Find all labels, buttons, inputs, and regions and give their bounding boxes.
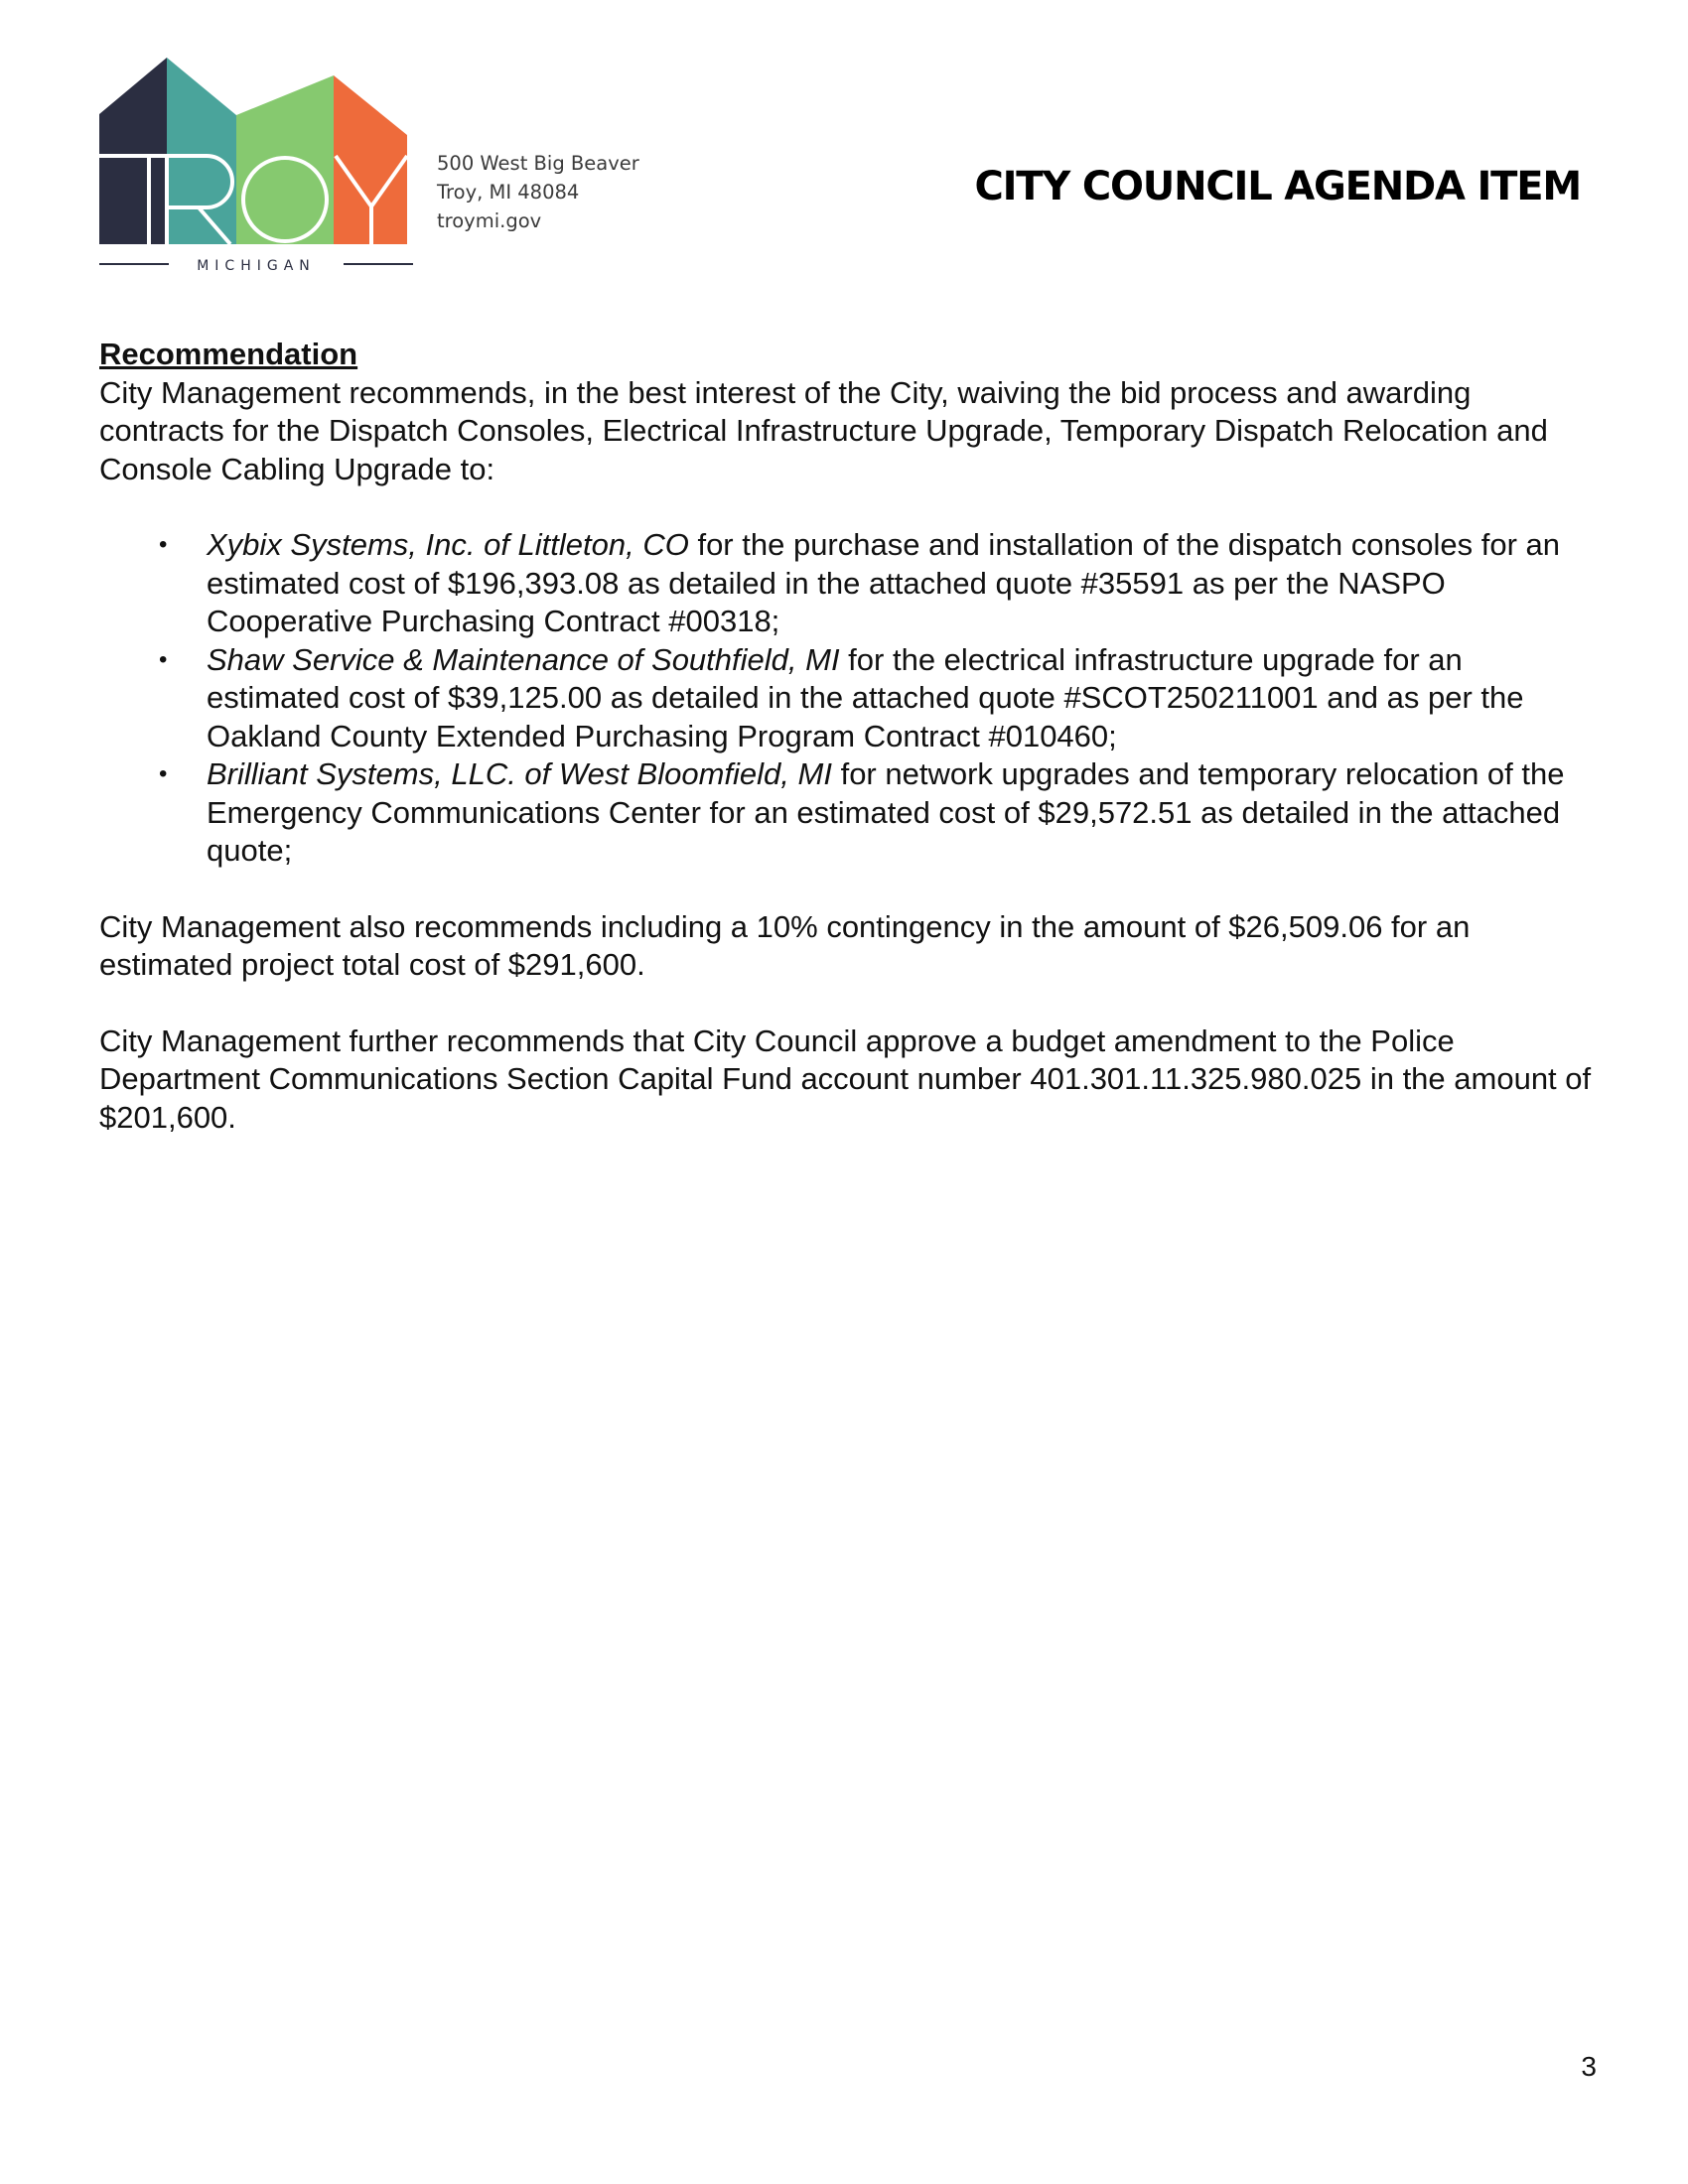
vendor-name: Xybix Systems, Inc. of Littleton, CO (207, 527, 689, 562)
vendor-details: for the electrical infrastructure upgrade for an estimated cost of $39,125.00 as detailed in the attached quote #SCOT250211001 and as per the Oakland County Extended Purchasing Program Contract #010460; (207, 641, 1524, 753)
address-street: 500 West Big Beaver (437, 152, 639, 175)
vendor-details: for network upgrades and temporary relocation of the Emergency Communications Center for an estimated cost of $29,572.51 as detailed in the attached quote; (207, 756, 1565, 868)
recommendation-heading: Recommendation (99, 337, 358, 371)
list-item (99, 526, 1599, 641)
bullet-icon: • (159, 760, 168, 787)
document-body (99, 336, 1599, 1137)
list-item (99, 641, 1599, 756)
vendor-details: for the purchase and installation of the dispatch consoles for an estimated cost of $196,393.08 as detailed in the attached quote #35591 as per the NASPO Cooperative Purchasing Contract #00318; (207, 527, 1561, 638)
address-city: Troy, MI 48084 (437, 181, 580, 204)
logo-navy-house (99, 58, 167, 244)
bullet-icon: • (159, 531, 168, 558)
troy-michigan-logo (99, 58, 413, 274)
list-item (99, 755, 1599, 871)
logo-teal-house (167, 58, 236, 244)
budget-amendment-paragraph: City Management further recommends that City Council approve a budget amendment to the Police Department Communications Section Capital Fund account number 401.301.11.325.980.025 in the amount of $201,600. (99, 1023, 1592, 1135)
page-number: 3 (1581, 2051, 1597, 2082)
paragraph-spacer (99, 985, 1599, 1023)
logo-subtitle: MICHIGAN (197, 258, 316, 274)
vendor-name: Shaw Service & Maintenance of Southfield, MI (207, 641, 840, 677)
intro-paragraph: City Management recommends, in the best interest of the City, waiving the bid process and awarding contracts for the Dispatch Consoles, Electrical Infrastructure Upgrade, Temporary Dispatch Relocation and Console Cabling Upgrade to: (99, 374, 1548, 486)
address-block (437, 149, 639, 235)
contingency-paragraph: City Management also recommends including a 10% contingency in the amount of $26,509.06 for an estimated project total cost of $291,600. (99, 908, 1471, 982)
vendor-name: Brilliant Systems, LLC. of West Bloomfield, MI (207, 756, 832, 791)
bullet-icon: • (159, 645, 168, 673)
agenda-title: CITY COUNCIL AGENDA ITEM (974, 164, 1581, 209)
vendor-list (99, 526, 1599, 871)
website: troymi.gov (437, 209, 542, 232)
